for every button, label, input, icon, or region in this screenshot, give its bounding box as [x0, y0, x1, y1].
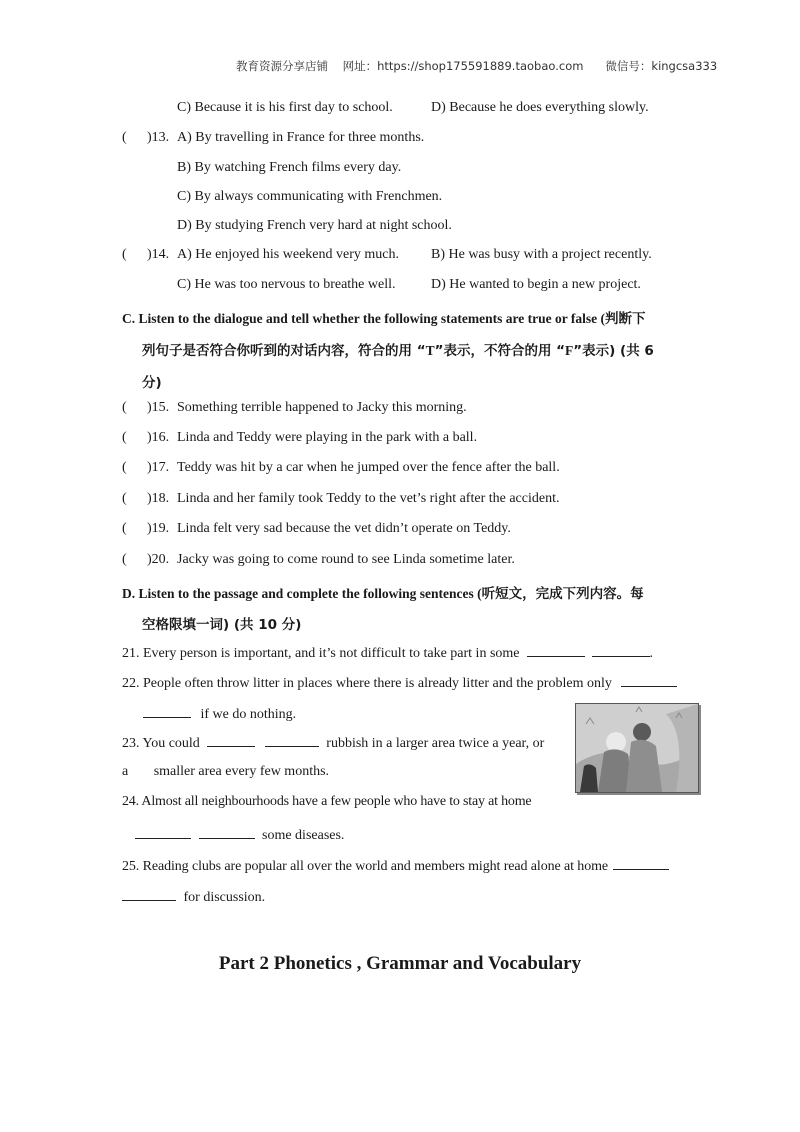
section-c-f: F	[565, 343, 574, 358]
q22	[122, 673, 677, 692]
q13-option-a: A) By travelling in France for three months.	[177, 130, 425, 145]
wechat-label: 微信号：	[605, 59, 652, 73]
q15-number: )15.	[147, 400, 170, 415]
section-d-chinese-1: 听短文，完成下列内容。每	[481, 586, 644, 602]
q25-cont: for discussion.	[183, 890, 266, 905]
section-d-heading-line2	[142, 613, 301, 633]
q15-paren: (	[122, 400, 127, 415]
wechat-id: kingcsa333	[651, 59, 718, 73]
section-c-chinese-3: ”表示，不符合的用 “	[434, 343, 566, 359]
q17-text: Teddy was hit by a car when he jumped over the fence after the ball.	[177, 460, 560, 475]
section-d-points: ) (共 10 分)	[223, 617, 302, 633]
shop-name: 教育资源分享店铺	[236, 59, 328, 73]
q22-blank-2[interactable]	[143, 704, 191, 718]
q23-blank-1[interactable]	[207, 733, 255, 747]
q17-number: )17.	[147, 460, 170, 475]
q13-number: )13.	[147, 130, 170, 145]
q24-blank-2[interactable]	[199, 825, 255, 839]
q22-blank-1[interactable]	[621, 673, 677, 687]
q17-paren: (	[122, 460, 127, 475]
q19-number: )19.	[147, 521, 170, 536]
q16-text: Linda and Teddy were playing in the park with a ball.	[177, 430, 478, 445]
section-c-heading-line2	[142, 339, 654, 359]
q14-option-a: A) He enjoyed his weekend very much.	[177, 247, 399, 262]
q13-option-c: C) By always communicating with Frenchmen.	[177, 189, 443, 204]
section-c-chinese-1: 判断下	[604, 311, 646, 327]
section-d-english: D. Listen to the passage and complete the following sentences (	[122, 586, 482, 601]
section-c-chinese-4: ”表示)	[573, 343, 616, 359]
q23-text-1: 23. You could	[122, 736, 200, 751]
url-label: 网址：	[342, 59, 378, 73]
section-c-points-2: 分)	[142, 375, 162, 391]
q15-text: Something terrible happened to Jacky this morning.	[177, 400, 467, 415]
q24-text: 24. Almost all neighbourhoods have a few people who have to stay at home	[122, 794, 532, 809]
q12-option-d: D) Because he does everything slowly.	[431, 100, 649, 115]
q24-cont: some diseases.	[262, 828, 345, 843]
q24-line2	[135, 825, 344, 844]
q25-blank-2[interactable]	[122, 887, 176, 901]
section-d-chinese-2: 空格限填一词	[142, 617, 223, 633]
q21	[122, 643, 653, 662]
q22-text: 22. People often throw litter in places where there is already litter and the problem only	[122, 676, 612, 691]
q24-blank-1[interactable]	[135, 825, 191, 839]
q14-option-d: D) He wanted to begin a new project.	[431, 277, 641, 292]
q18-paren: (	[122, 491, 127, 506]
q18-text: Linda and her family took Teddy to the vet’s right after the accident.	[177, 491, 560, 506]
q14-option-b: B) He was busy with a project recently.	[431, 247, 652, 262]
q23-text-3: a	[122, 764, 129, 779]
section-c-points: (共 6	[615, 343, 654, 359]
section-d-heading	[122, 582, 644, 602]
q16-number: )16.	[147, 430, 170, 445]
q18-number: )18.	[147, 491, 170, 506]
q13-option-b: B) By watching French films every day.	[177, 160, 402, 175]
section-c-chinese-2: 列句子是否符合你听到的对话内容，符合的用 “	[142, 343, 426, 359]
section-c-heading	[122, 307, 645, 327]
section-c-t: T	[425, 343, 435, 358]
q23-line2	[122, 764, 329, 780]
q12-option-c: C) Because it is his first day to school.	[177, 100, 393, 115]
q14-paren: (	[122, 247, 127, 262]
shop-url[interactable]: https://shop175591889.taobao.com	[377, 59, 584, 73]
q20-number: )20.	[147, 552, 170, 567]
q25-blank-1[interactable]	[613, 856, 669, 870]
q13-option-d: D) By studying French very hard at night school.	[177, 218, 452, 233]
q23	[122, 733, 544, 752]
q22-cont: if we do nothing.	[200, 707, 297, 722]
q25-line2	[122, 887, 265, 906]
q25-text: 25. Reading clubs are popular all over the world and members might read alone at home	[122, 859, 609, 874]
q16-paren: (	[122, 430, 127, 445]
q13-paren: (	[122, 130, 141, 145]
part2-title: Part 2 Phonetics , Grammar and Vocabulary	[218, 953, 582, 974]
q20-paren: (	[122, 552, 127, 567]
q21-blank-1[interactable]	[527, 643, 585, 657]
q21-text: 21. Every person is important, and it’s not difficult to take part in some	[122, 646, 520, 661]
q20-text: Jacky was going to come round to see Linda sometime later.	[177, 552, 515, 567]
q14-number: )14.	[147, 247, 170, 262]
q21-end: .	[649, 646, 654, 661]
q23-blank-2[interactable]	[265, 733, 319, 747]
q22-line2	[143, 704, 296, 723]
q25	[122, 856, 669, 875]
section-c-english: C. Listen to the dialogue and tell whether the following statements are true or false (	[122, 311, 605, 326]
q19-paren: (	[122, 521, 127, 536]
illustration-image	[575, 703, 699, 793]
q23-text-2: rubbish in a larger area twice a year, or	[326, 736, 545, 751]
q14-option-c: C) He was too nervous to breathe well.	[177, 277, 396, 292]
q19-text: Linda felt very sad because the vet didn’t operate on Teddy.	[177, 521, 511, 536]
q21-blank-2[interactable]	[592, 643, 650, 657]
q23-text-4: smaller area every few months.	[153, 764, 330, 779]
